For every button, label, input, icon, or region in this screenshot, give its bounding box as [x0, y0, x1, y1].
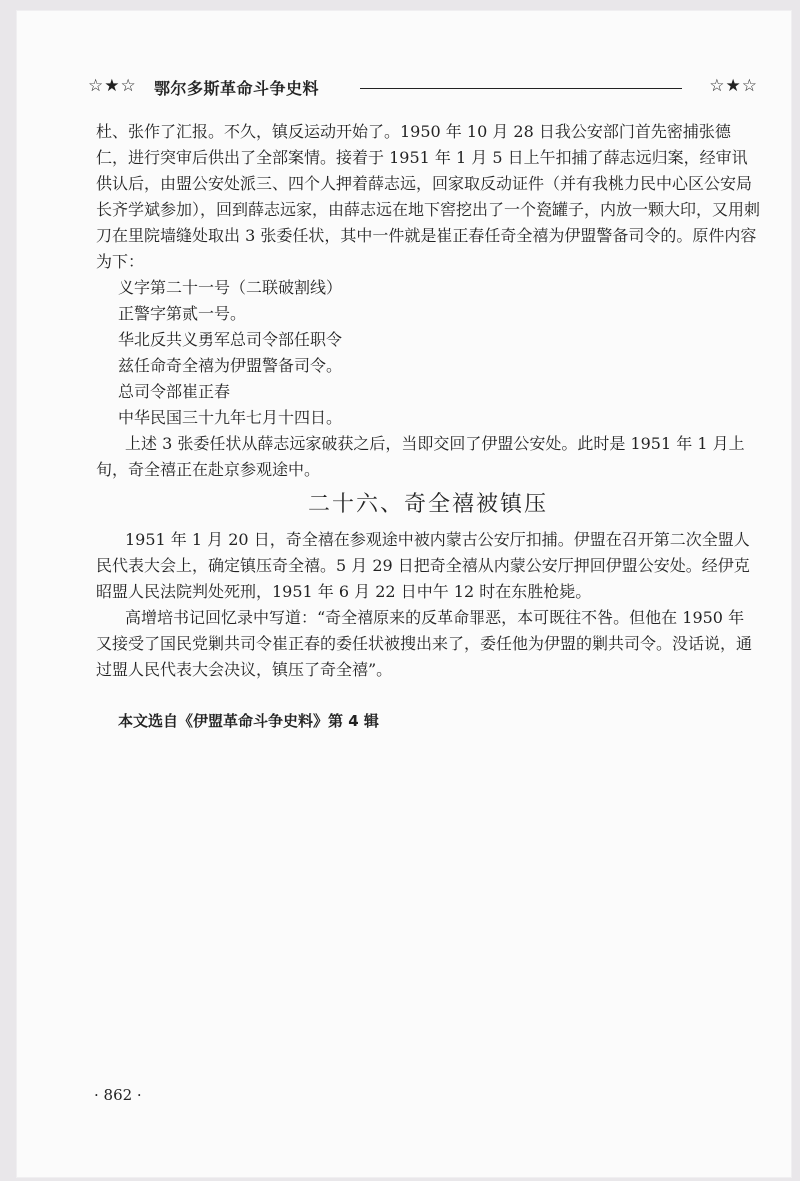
document-line: 正警字第贰一号。: [118, 304, 247, 323]
section-paragraph: 1951 年 1 月 20 日，奇全禧在参观途中被内蒙古公安厅扣捕。伊盟在召开第二次全盟人民代表大会上，确定镇压奇全禧。5 月 29 日把奇全禧从内蒙公安厅押回伊盟公安处。经伊克昭盟人民法院判处死刑，1951 年 6 月 22 日中午 12 时在东胜枪毙。: [96, 530, 750, 601]
running-header: [88, 76, 760, 102]
page-number: · 862 ·: [94, 1086, 142, 1104]
body-paragraph: 杜、张作了汇报。不久，镇反运动开始了。1950 年 10 月 28 日我公安部门首先密捕张德仁，进行突审后供出了全部案情。接着于 1951 年 1 月 5 日上午扣捕了薛志远归案，经审讯供认后，由盟公安处派三、四个人押着薛志远，回家取反动证件（并有我桃力民中心区公安局长齐学斌参加），回到薛志远家，由薛志远在地下窖挖出了一个瓷罐子，内放一颗大印，又用刺刀在里院墙缝处取出 3 张委任状，其中一件就是崔正春任奇全禧为伊盟警备司令的。原件内容为下：: [96, 122, 761, 271]
document-line: 总司令部崔正春: [118, 382, 231, 401]
closing-paragraph: 上述 3 张委任状从薛志远家破获之后，当即交回了伊盟公安处。此时是 1951 年 1 月上旬，奇全禧正在赴京参观途中。: [96, 434, 745, 479]
document-line: 兹任命奇全禧为伊盟警备司令。: [118, 356, 343, 375]
document-line: 义字第二十一号（二联破割线）: [118, 278, 343, 297]
main-text-block: [96, 119, 760, 483]
source-note: 本文选自《伊盟革命斗争史料》第 4 辑: [118, 712, 379, 730]
section-text-block: [96, 527, 760, 683]
header-title: 鄂尔多斯革命斗争史料: [154, 79, 320, 98]
header-stars-right: ☆★☆: [709, 76, 758, 96]
document-line: 中华民国三十九年七月十四日。: [118, 408, 343, 427]
header-rule: [360, 88, 682, 89]
header-stars-left: ☆★☆: [88, 76, 137, 96]
section-title: 二十六、奇全禧被镇压: [307, 492, 548, 517]
document-line: 华北反共义勇军总司令部任职令: [118, 330, 343, 349]
section-paragraph: 高增培书记回忆录中写道：“奇全禧原来的反革命罪恶，本可既往不咎。但他在 1950 年又接受了国民党剿共司令崔正春的委任状被搜出来了，委任他为伊盟的剿共司令。没话说，通过盟人民代表大会决议，镇压了奇全禧”。: [96, 608, 753, 679]
